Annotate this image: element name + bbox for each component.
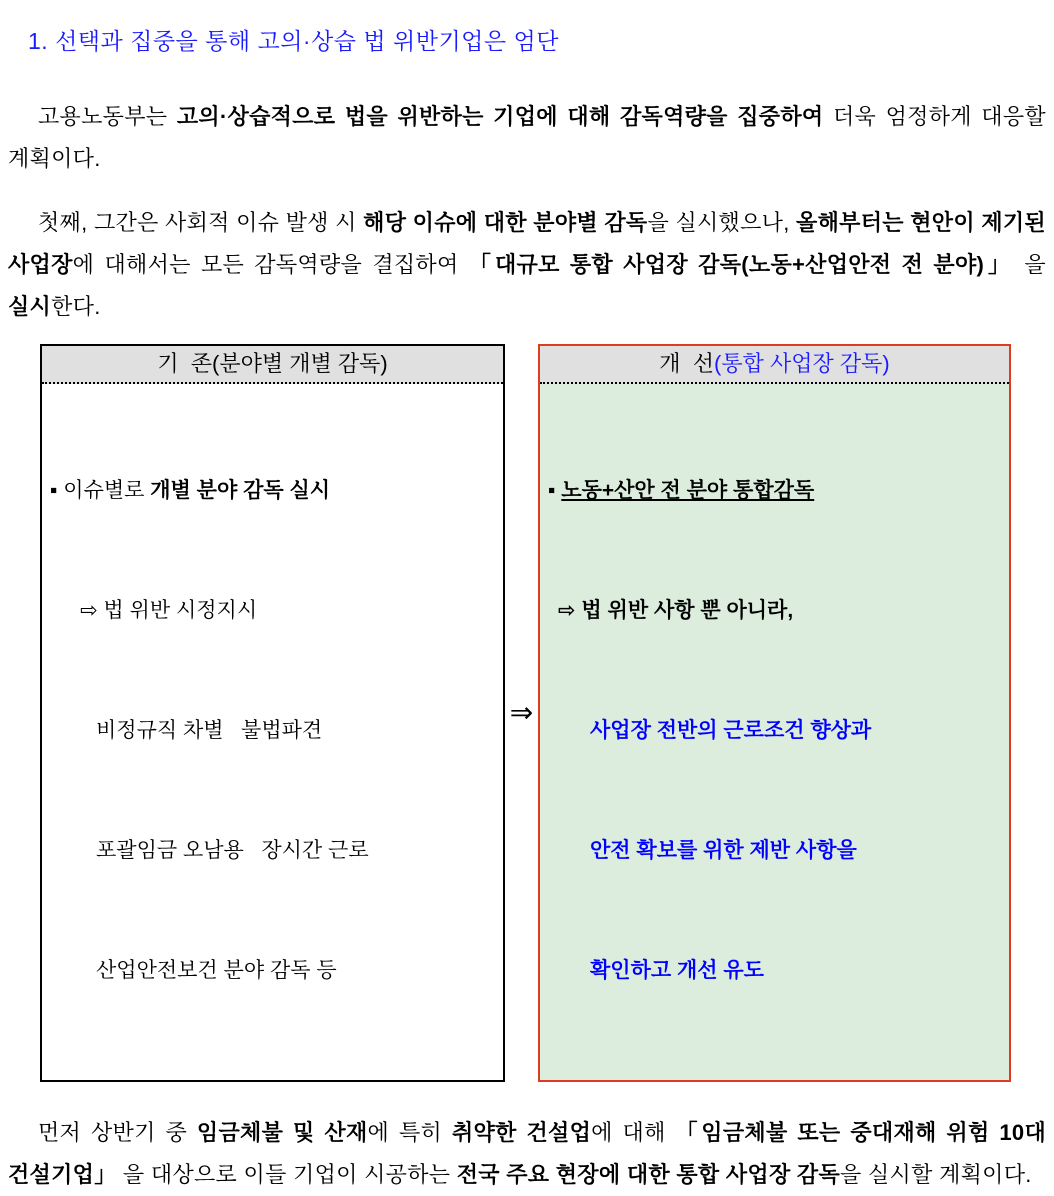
improved-box xyxy=(538,344,1011,1082)
existing-item-5: 산업안전보건 분야 감독 등 xyxy=(96,959,337,982)
existing-item-4: 포괄임금 오남용 장시간 근로 xyxy=(96,839,369,862)
improved-box-body xyxy=(540,384,1009,1080)
document-page xyxy=(0,26,1054,1187)
paragraph-policy-intro: 고용노동부는 고의·상습적으로 법을 위반하는 기업에 대해 감독역량을 집중하여 더욱 엄정하게 대응할 계획이다. xyxy=(8,104,1046,171)
existing-item-2: ⇨ 법 위반 시정지시 xyxy=(80,599,258,622)
improved-item-2: ⇨ 법 위반 사항 뿐 아니라, xyxy=(558,599,794,622)
paragraph-first-measure: 첫째, 그간은 사회적 이슈 발생 시 해당 이슈에 대한 분야별 감독을 실시했으나, 올해부터는 현안이 제기된 사업장에 대해서는 모든 감독역량을 결집하여 「대규모 통합 사업장 감독(노동+산업안전 전 분야)」 을 실시한다. xyxy=(8,210,1046,319)
improved-item-1: ▪ 노동+산안 전 분야 통합감독 xyxy=(548,479,815,502)
paragraph-construction-measure: 먼저 상반기 중 임금체불 및 산재에 특히 취약한 건설업에 대해 「임금체불 또는 중대재해 위험 10대 건설기업」 을 대상으로 이들 기업이 시공하는 전국 주요 현장에 대한 통합 사업장 감독을 실시할 계획이다. xyxy=(8,1120,1047,1187)
improved-item-4: 안전 확보를 위한 제반 사항을 xyxy=(590,839,857,862)
existing-box xyxy=(40,344,505,1082)
transition-arrow-icon: ⇒ xyxy=(509,697,534,728)
existing-box-header: 기 존(분야별 개별 감독) xyxy=(42,346,503,384)
comparison-diagram xyxy=(40,344,1054,1082)
section-heading: 1. 선택과 집중을 통해 고의·상습 법 위반기업은 엄단 xyxy=(28,28,559,54)
existing-item-1: ▪ 이슈별로 개별 분야 감독 실시 xyxy=(50,479,331,502)
improved-item-3: 사업장 전반의 근로조건 향상과 xyxy=(590,719,872,742)
existing-item-3: 비정규직 차별 불법파견 xyxy=(96,719,323,742)
existing-box-body xyxy=(42,384,503,1080)
improved-box-header: 개 선(통합 사업장 감독) xyxy=(540,346,1009,384)
improved-item-5: 확인하고 개선 유도 xyxy=(590,959,764,982)
